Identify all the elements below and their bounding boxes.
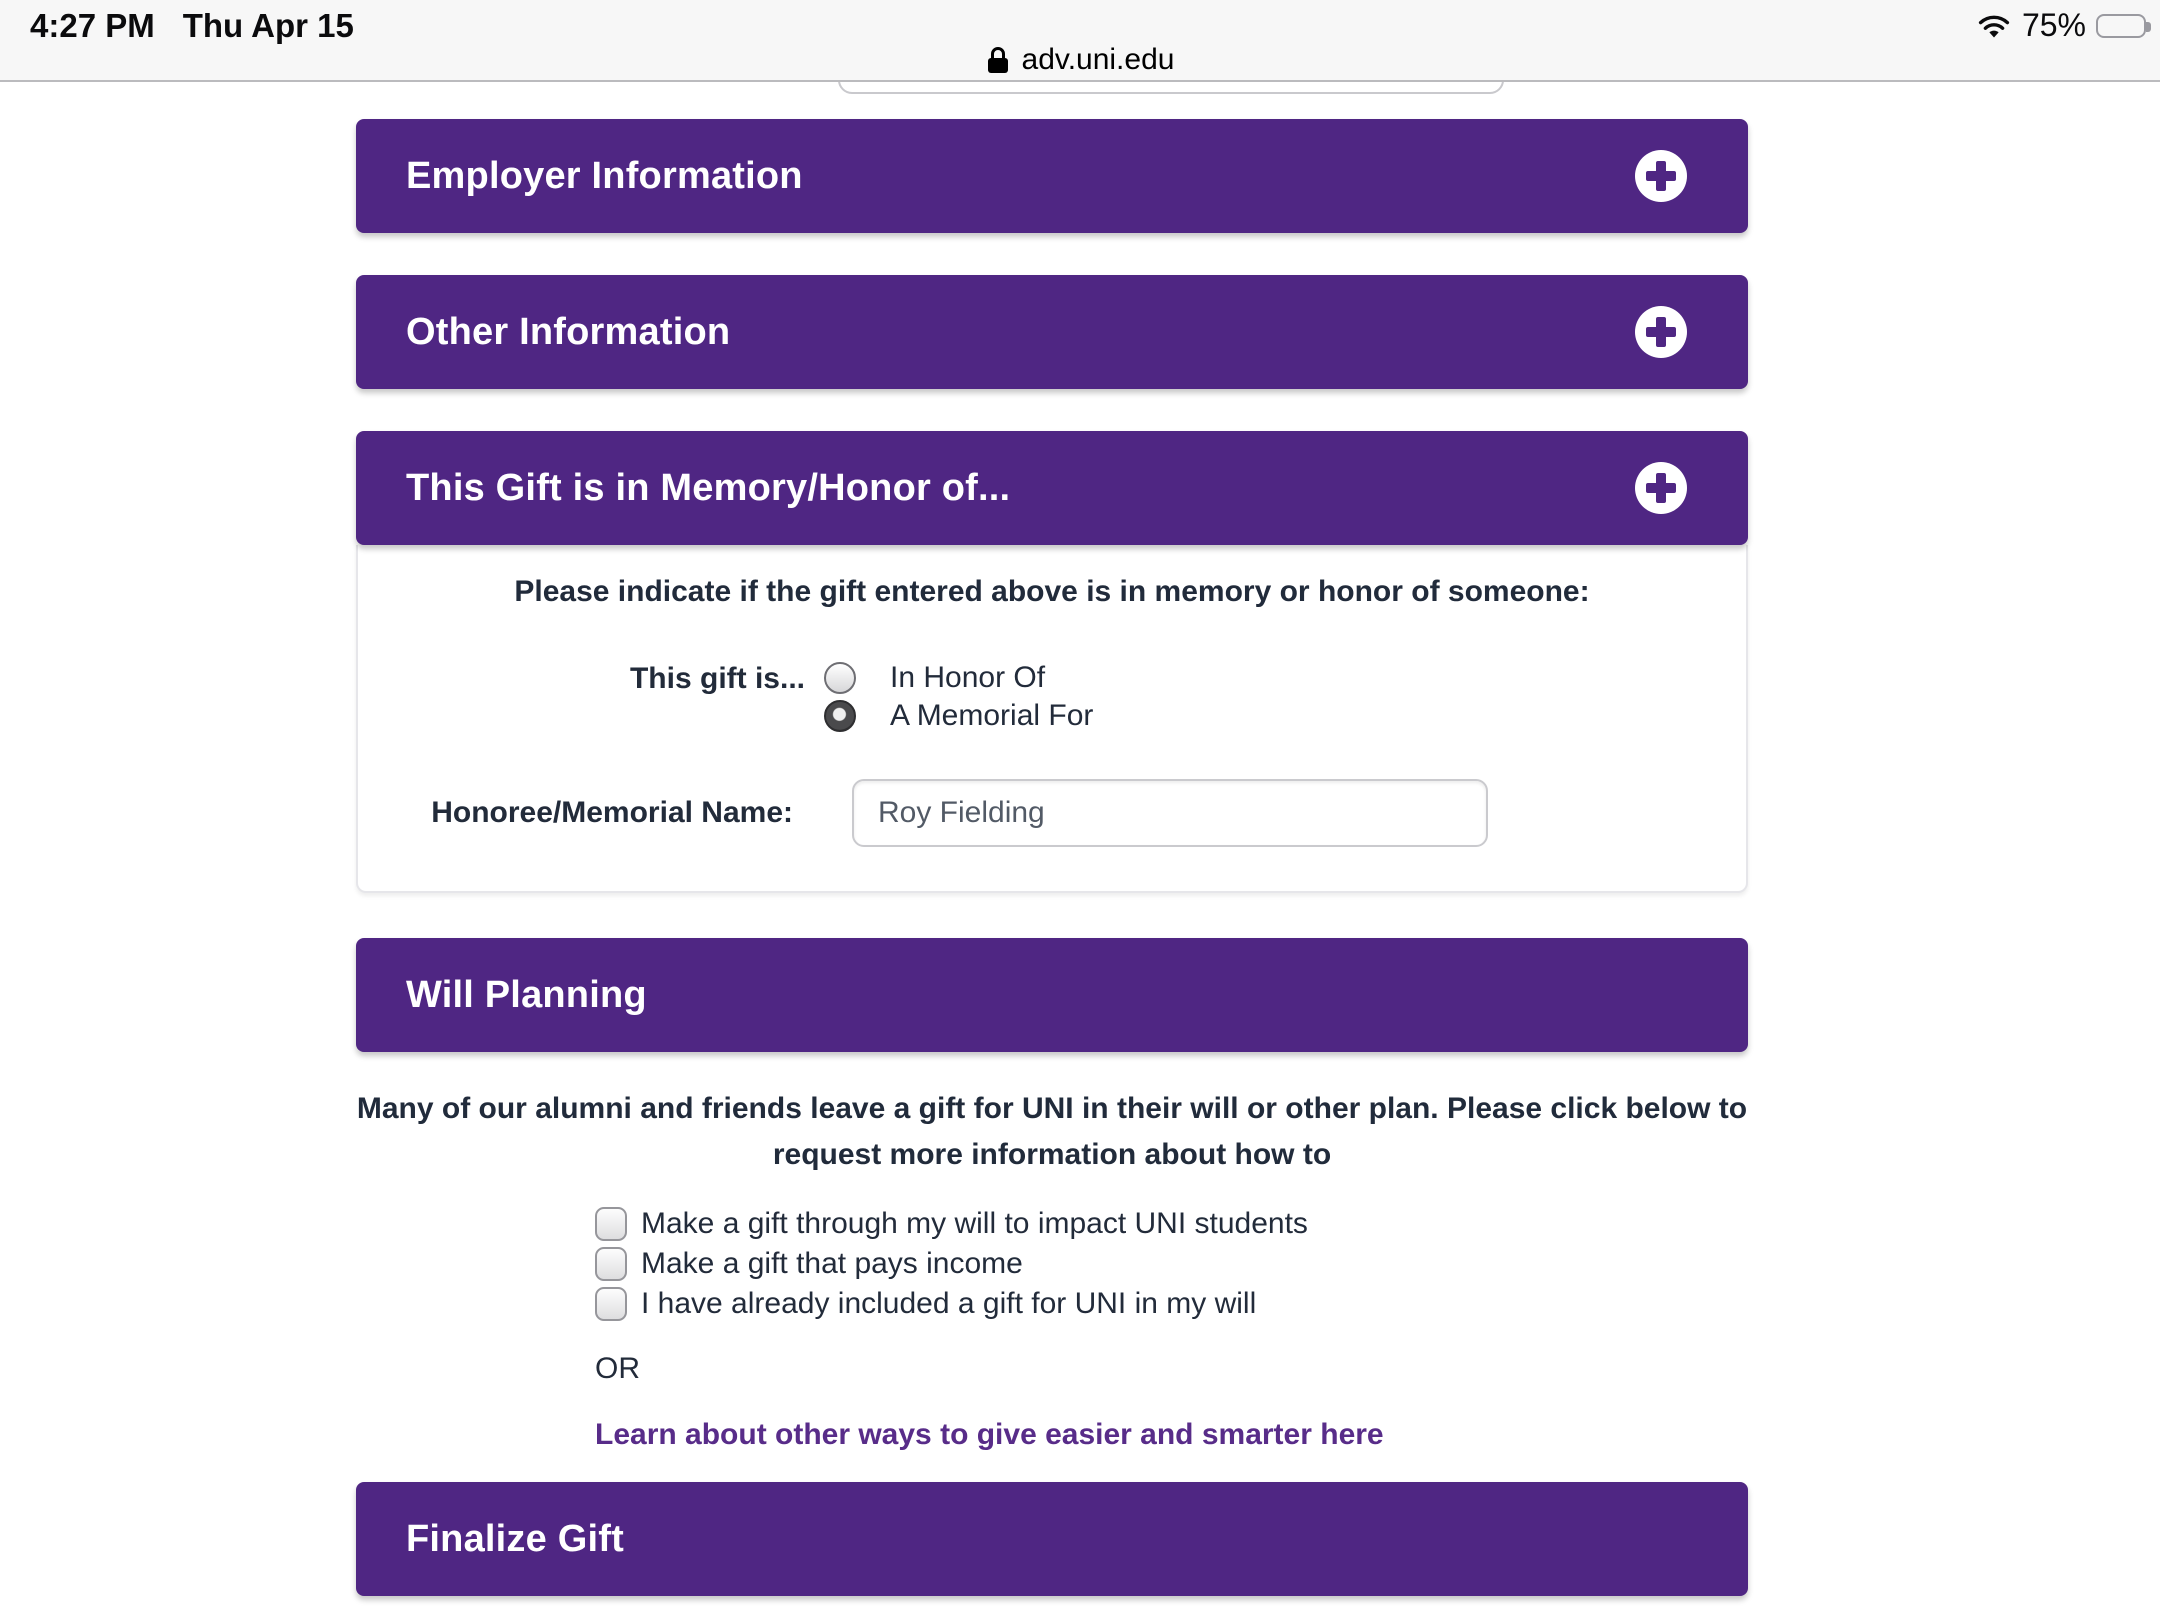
memory-prompt: Please indicate if the gift entered above is in memory or honor of someone: xyxy=(514,575,1590,608)
checkbox-label: Make a gift through my will to impact UNI students xyxy=(641,1207,1308,1240)
expand-plus-icon[interactable] xyxy=(1635,306,1687,358)
or-separator: OR xyxy=(595,1352,640,1385)
radio-in-honor-of[interactable] xyxy=(824,662,856,694)
radio-label: A Memorial For xyxy=(890,699,1094,732)
lock-icon xyxy=(986,45,1010,75)
checkbox-label: Make a gift that pays income xyxy=(641,1247,1023,1280)
status-time: 4:27 PM xyxy=(30,7,155,44)
other-ways-to-give-link[interactable]: Learn about other ways to give easier and smarter here xyxy=(595,1418,1384,1451)
gift-is-label: This gift is... xyxy=(629,662,805,695)
section-header-will-planning[interactable] xyxy=(356,938,1748,1052)
will-options-list xyxy=(595,1204,1748,1324)
section-header-finalize-gift[interactable] xyxy=(356,1482,1748,1596)
checkbox-label: I have already included a gift for UNI in my will xyxy=(641,1287,1257,1320)
check-row-already-included xyxy=(595,1284,1748,1324)
radio-row-in-honor-of xyxy=(824,659,1093,697)
radio-a-memorial-for[interactable] xyxy=(824,700,856,732)
expand-plus-icon[interactable] xyxy=(1635,462,1687,514)
battery-percent: 75% xyxy=(2021,7,2086,43)
section-header-other-information[interactable] xyxy=(356,275,1748,389)
honoree-name-label: Honoree/Memorial Name: xyxy=(431,796,793,829)
section-title: Finalize Gift xyxy=(406,1517,624,1560)
battery-icon xyxy=(2096,14,2146,38)
radio-label: In Honor Of xyxy=(890,661,1046,694)
wifi-icon xyxy=(1976,12,2012,40)
check-row-gift-through-will xyxy=(595,1204,1748,1244)
memory-honor-panel xyxy=(356,545,1748,893)
expand-plus-icon[interactable] xyxy=(1635,150,1687,202)
address-bar[interactable] xyxy=(0,40,2160,80)
section-title: Employer Information xyxy=(406,154,803,197)
status-date: Thu Apr 15 xyxy=(182,7,354,44)
section-title: Other Information xyxy=(406,310,731,353)
checkbox-already-included[interactable] xyxy=(595,1287,627,1321)
giving-form xyxy=(356,82,1748,1596)
radio-row-a-memorial-for xyxy=(824,697,1093,735)
section-title: This Gift is in Memory/Honor of... xyxy=(406,466,1011,509)
section-header-employer-information[interactable] xyxy=(356,119,1748,233)
checkbox-gift-pays-income[interactable] xyxy=(595,1247,627,1281)
checkbox-gift-through-will[interactable] xyxy=(595,1207,627,1241)
browser-chrome xyxy=(0,0,2160,82)
url-text: adv.uni.edu xyxy=(1021,43,1175,76)
section-header-memory-honor[interactable] xyxy=(356,431,1748,545)
will-planning-intro: Many of our alumni and friends leave a gift for UNI in their will or other plan. Please click below to request more information about how to xyxy=(356,1092,1748,1171)
check-row-gift-pays-income xyxy=(595,1244,1748,1284)
section-title: Will Planning xyxy=(406,973,647,1016)
honoree-name-input[interactable] xyxy=(852,779,1488,847)
